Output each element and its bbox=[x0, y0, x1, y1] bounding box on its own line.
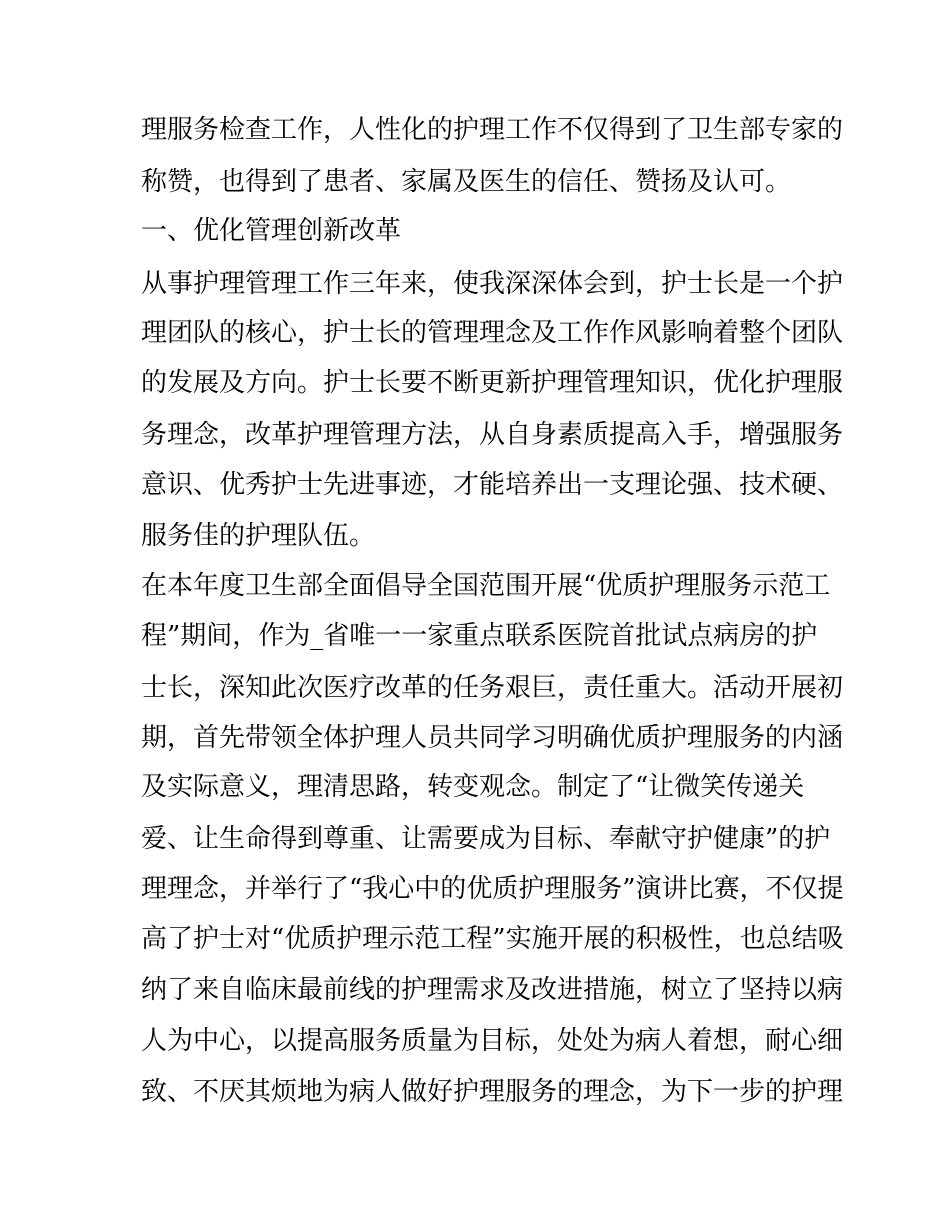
text-line: 纳了来自临床最前线的护理需求及改进措施，树立了坚持以病 bbox=[141, 975, 844, 1005]
text-line: 意识、优秀护士先进事迹，才能培养出一支理论强、技术硬、 bbox=[141, 470, 844, 500]
text-line: 士长，深知此次医疗改革的任务艰巨，责任重大。活动开展初 bbox=[141, 673, 844, 703]
text-line: 程”期间，作为_省唯一一家重点联系医院首批试点病房的护 bbox=[141, 621, 818, 651]
text-line: 的发展及方向。护士长要不断更新护理管理知识，优化护理服 bbox=[141, 368, 844, 398]
text-line: 称赞，也得到了患者、家属及医生的信任、赞扬及认可。 bbox=[141, 167, 792, 197]
text-line: 理服务检查工作，人性化的护理工作不仅得到了卫生部专家的 bbox=[141, 115, 844, 145]
text-line: 高了护士对“优质护理示范工程”实施开展的积极性，也总结吸 bbox=[141, 924, 844, 954]
text-line: 致、不厌其烦地为病人做好护理服务的理念，为下一步的护理 bbox=[141, 1077, 844, 1107]
section-heading: 一、优化管理创新改革 bbox=[141, 216, 402, 246]
text-line: 理理念，并举行了“我心中的优质护理服务”演讲比赛，不仅提 bbox=[141, 874, 844, 904]
text-line: 服务佳的护理队伍。 bbox=[141, 521, 376, 551]
text-line: 从事护理管理工作三年来，使我深深体会到，护士长是一个护 bbox=[141, 269, 844, 299]
text-line: 人为中心，以提高服务质量为目标，处处为病人着想，耐心细 bbox=[141, 1026, 844, 1056]
text-line: 在本年度卫生部全面倡导全国范围开展“优质护理服务示范工 bbox=[141, 571, 831, 601]
text-line: 及实际意义，理清思路，转变观念。制定了“让微笑传递关 bbox=[141, 772, 805, 802]
text-line: 期，首先带领全体护理人员共同学习明确优质护理服务的内涵 bbox=[141, 723, 844, 753]
text-line: 理团队的核心，护士长的管理理念及工作作风影响着整个团队 bbox=[141, 318, 844, 348]
text-line: 务理念，改革护理管理方法，从自身素质提高入手，增强服务 bbox=[141, 420, 844, 450]
text-line: 爱、让生命得到尊重、让需要成为目标、奉献守护健康”的护 bbox=[141, 824, 831, 854]
